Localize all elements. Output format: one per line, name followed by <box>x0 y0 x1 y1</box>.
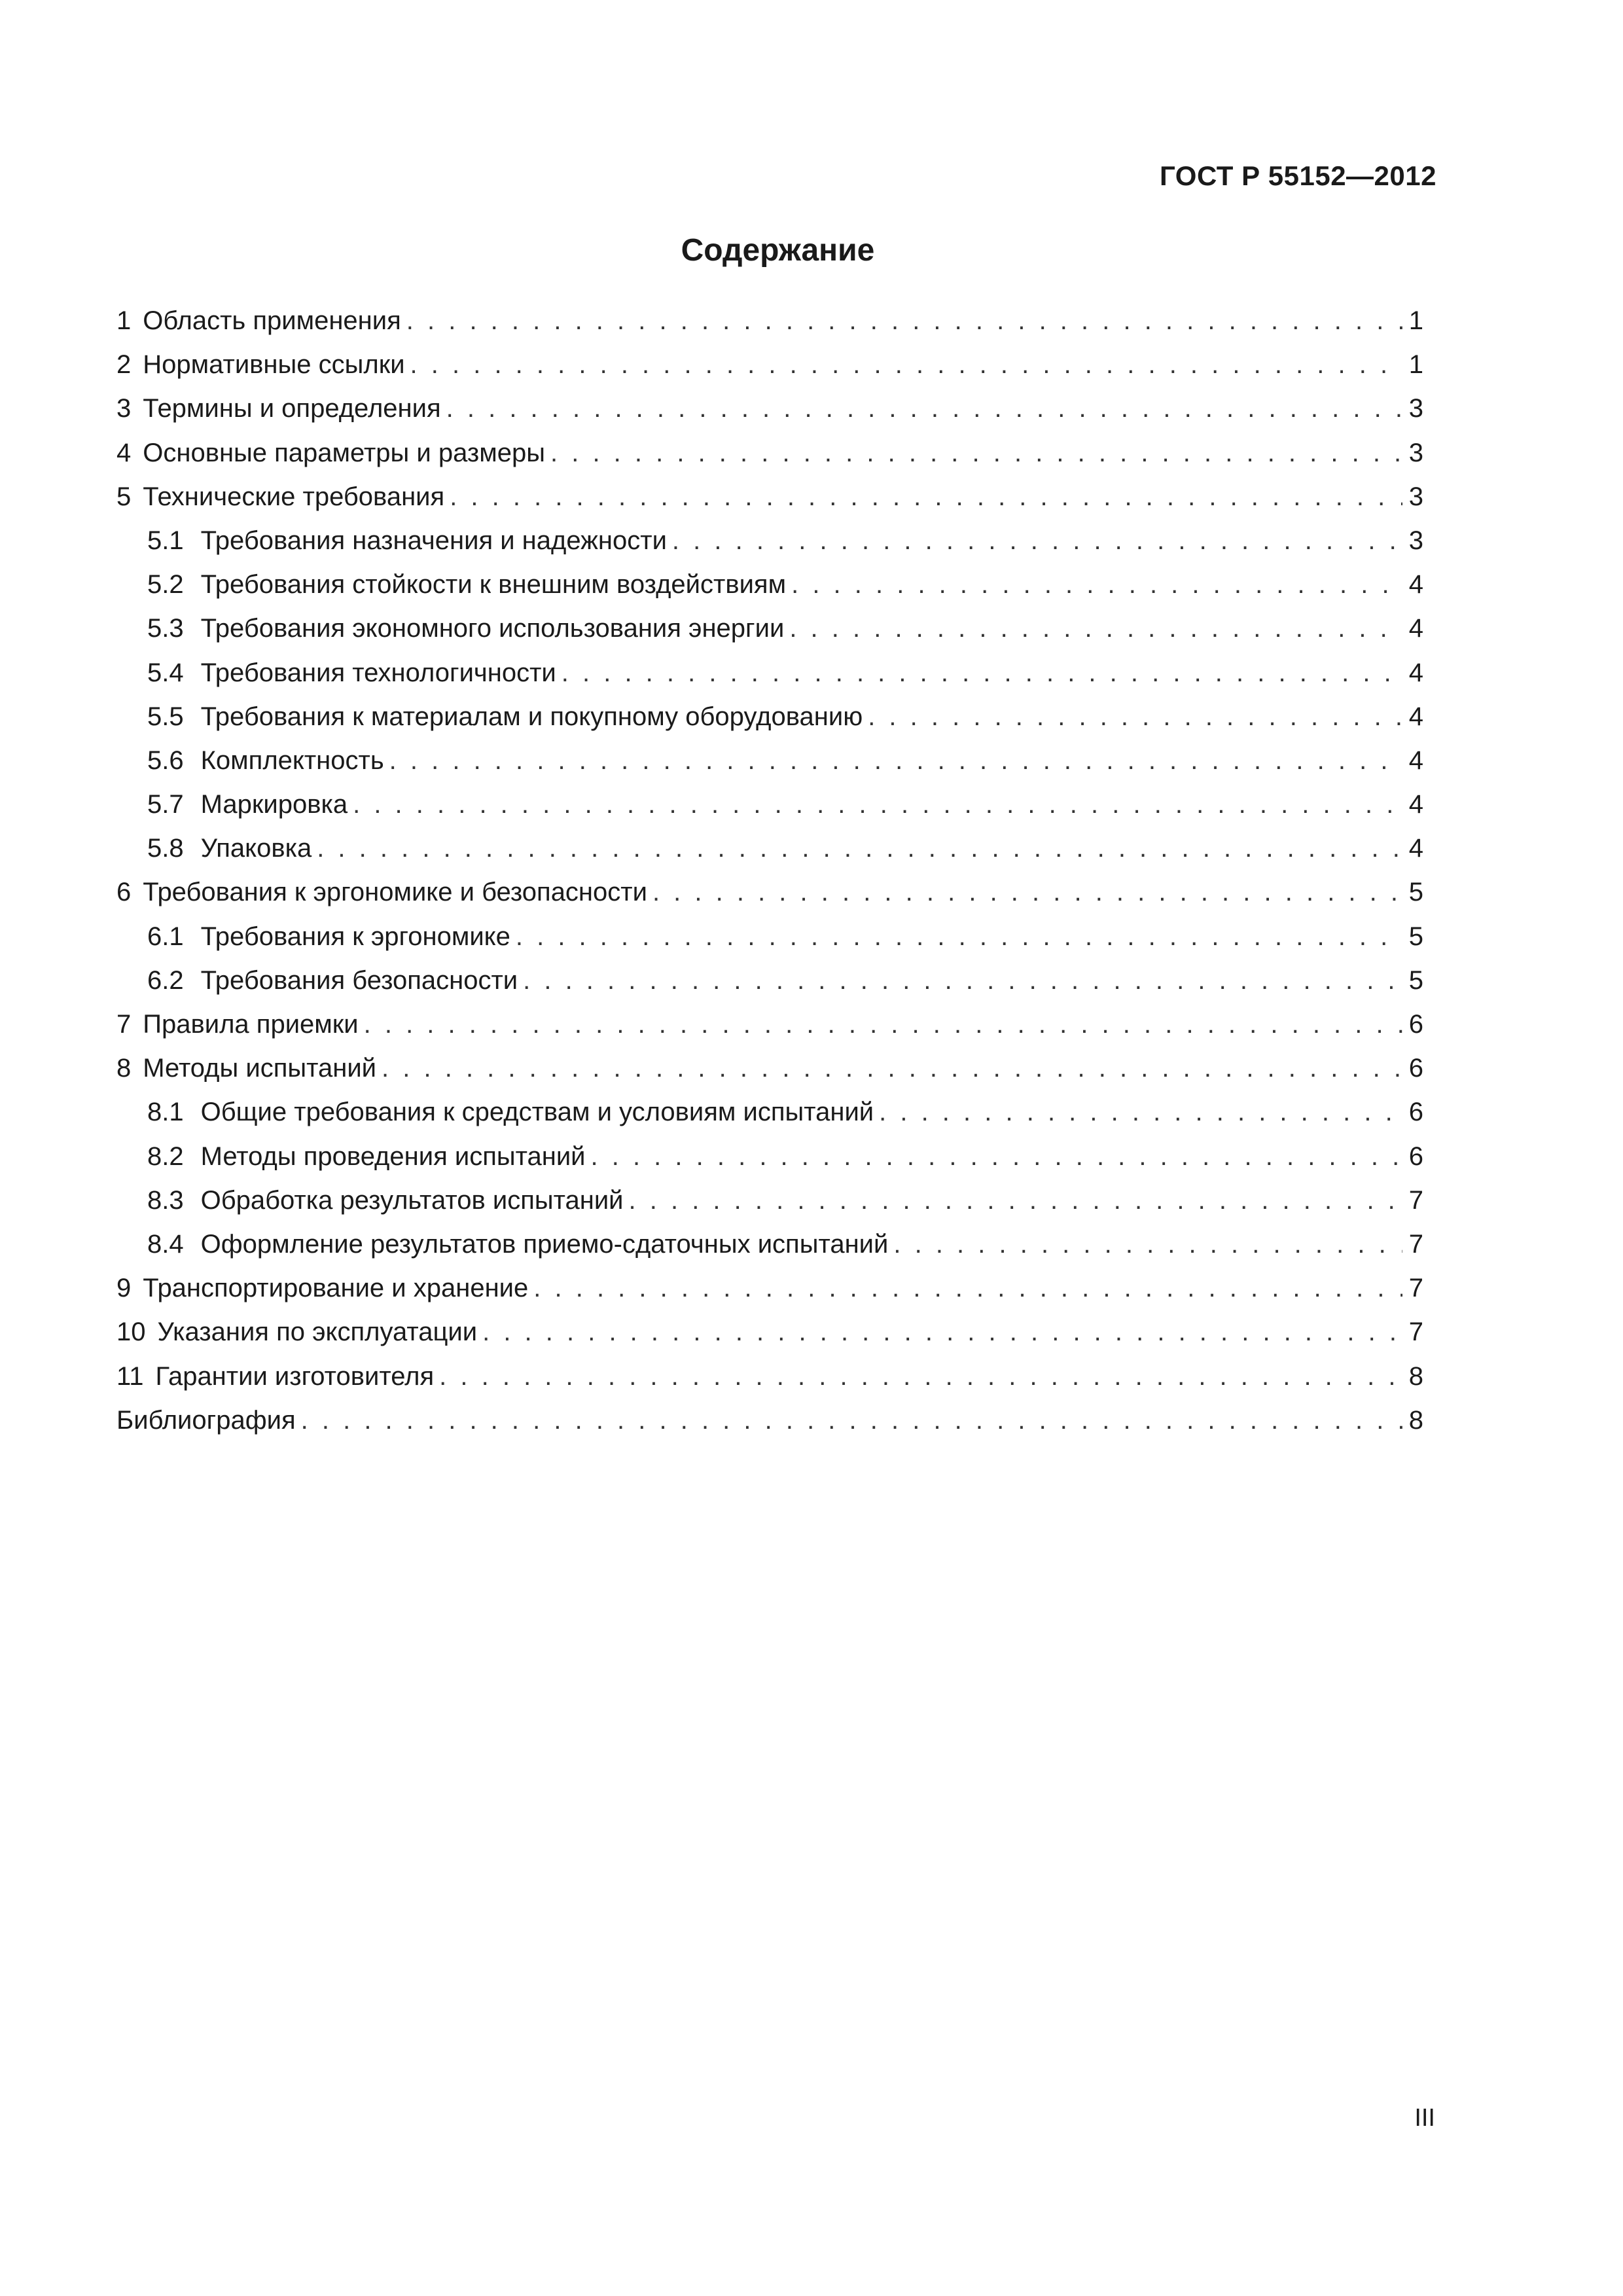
toc-entry-number: 5.6 <box>147 745 184 775</box>
toc-entry-title: Комплектность <box>200 745 384 775</box>
toc-entry-number: 5.1 <box>147 526 184 555</box>
toc-dot-leader <box>364 1003 1402 1047</box>
toc-entry-number: 6 <box>116 878 132 907</box>
toc-entry-page: 1 <box>1408 350 1423 380</box>
toc-entry-title: Оформление результатов приемо-сдаточных испытаний <box>200 1229 889 1259</box>
toc-entry-title: Требования технологичности <box>200 658 556 687</box>
toc-dot-leader <box>523 959 1402 1003</box>
toc-entry[interactable] <box>116 607 1423 651</box>
toc-entry-number: 9 <box>116 1274 132 1303</box>
toc-entry[interactable] <box>116 475 1423 519</box>
toc-entry-number: 8.3 <box>147 1185 184 1215</box>
toc-dot-leader <box>652 870 1402 914</box>
toc-entry-title: Область применения <box>143 306 401 335</box>
toc-entry-page: 7 <box>1408 1318 1423 1347</box>
toc-entry-title: Методы проведения испытаний <box>200 1141 586 1171</box>
toc-entry[interactable] <box>116 959 1423 1003</box>
toc-entry[interactable] <box>116 343 1423 387</box>
toc-entry-title: Гарантии изготовителя <box>155 1361 435 1391</box>
toc-entry-number: 5.2 <box>147 570 184 600</box>
toc-entry-page: 8 <box>1408 1361 1423 1391</box>
toc-entry-number: 3 <box>116 394 132 423</box>
toc-dot-leader <box>389 739 1402 783</box>
toc-entry-number: 4 <box>116 438 132 467</box>
toc-entry-page: 3 <box>1408 394 1423 423</box>
toc-entry-title: Транспортирование и хранение <box>143 1274 529 1303</box>
toc-entry-number: 8.4 <box>147 1229 184 1259</box>
toc-dot-leader <box>382 1047 1402 1090</box>
toc-entry-title: Требования стойкости к внешним воздействиям <box>200 570 787 600</box>
toc-entry[interactable] <box>116 1179 1423 1223</box>
toc-entry[interactable] <box>116 1135 1423 1179</box>
toc-dot-leader <box>893 1223 1402 1266</box>
document-code: ГОСТ Р 55152—2012 <box>1160 160 1436 191</box>
toc-dot-leader <box>591 1135 1402 1179</box>
toc-entry-title: Термины и определения <box>143 394 441 423</box>
toc-entry-page: 3 <box>1408 526 1423 555</box>
toc-dot-leader <box>353 783 1402 827</box>
toc-entry-number: 8.1 <box>147 1098 184 1127</box>
toc-entry-number: 2 <box>116 350 132 380</box>
toc-entry-title: Обработка результатов испытаний <box>200 1185 624 1215</box>
toc-entry[interactable] <box>116 563 1423 607</box>
toc-dot-leader <box>791 563 1402 607</box>
toc-entry-title: Требования к материалам и покупному оборудованию <box>200 702 863 731</box>
toc-entry[interactable] <box>116 1355 1423 1399</box>
page-number: III <box>1414 2104 1435 2132</box>
toc-entry-page: 4 <box>1408 570 1423 600</box>
toc-entry[interactable] <box>116 915 1423 959</box>
toc-entry[interactable] <box>116 827 1423 870</box>
toc-dot-leader <box>550 431 1402 475</box>
toc-entry-title: Общие требования к средствам и условиям испытаний <box>200 1098 874 1127</box>
toc-entry-title: Основные параметры и размеры <box>143 438 545 467</box>
toc-entry[interactable] <box>116 1310 1423 1354</box>
toc-entry[interactable] <box>116 1399 1423 1443</box>
toc-entry-title: Указания по эксплуатации <box>157 1318 478 1347</box>
toc-entry-number: 8.2 <box>147 1141 184 1171</box>
toc-entry-page: 6 <box>1408 1054 1423 1083</box>
toc-entry-page: 3 <box>1408 482 1423 511</box>
toc-entry[interactable] <box>116 1223 1423 1266</box>
toc-entry-title: Технические требования <box>143 482 445 511</box>
toc-entry-number: 5.5 <box>147 702 184 731</box>
toc-entry-page: 6 <box>1408 1141 1423 1171</box>
toc-entry-page: 5 <box>1408 878 1423 907</box>
toc-entry-title: Требования к эргономике и безопасности <box>143 878 647 907</box>
toc-entry-page: 4 <box>1408 834 1423 863</box>
toc-entry-title: Упаковка <box>200 834 312 863</box>
toc-dot-leader <box>406 299 1402 343</box>
toc-entry-number: 5.7 <box>147 790 184 819</box>
toc-entry-page: 7 <box>1408 1229 1423 1259</box>
toc-entry[interactable] <box>116 299 1423 343</box>
toc-entry[interactable] <box>116 1266 1423 1310</box>
toc-entry-title: Требования экономного использования энергии <box>200 614 785 643</box>
toc-dot-leader <box>482 1310 1402 1354</box>
toc-entry[interactable] <box>116 651 1423 695</box>
toc-entry-page: 7 <box>1408 1274 1423 1303</box>
toc-entry-title: Маркировка <box>200 790 348 819</box>
toc-entry-page: 4 <box>1408 745 1423 775</box>
toc-entry-number: 5.4 <box>147 658 184 687</box>
toc-dot-leader <box>410 343 1402 387</box>
toc-dot-leader <box>446 387 1402 431</box>
toc-dot-leader <box>789 607 1402 651</box>
toc-entry-number: 7 <box>116 1010 132 1039</box>
toc-entry-title: Библиография <box>116 1405 296 1435</box>
toc-dot-leader <box>629 1179 1402 1223</box>
toc-entry-page: 6 <box>1408 1098 1423 1127</box>
toc-entry-page: 3 <box>1408 438 1423 467</box>
toc-entry-number: 11 <box>116 1361 144 1391</box>
toc-entry-title: Нормативные ссылки <box>143 350 405 380</box>
toc-dot-leader <box>317 827 1402 870</box>
toc-entry-title: Правила приемки <box>143 1010 359 1039</box>
toc-entry-page: 5 <box>1408 965 1423 995</box>
toc-entry-title: Требования к эргономике <box>200 922 510 951</box>
toc-title: Содержание <box>681 233 875 268</box>
toc-dot-leader <box>516 915 1402 959</box>
toc-entry-page: 5 <box>1408 922 1423 951</box>
toc-dot-leader <box>533 1266 1402 1310</box>
toc-entry[interactable] <box>116 783 1423 827</box>
toc-dot-leader <box>879 1090 1402 1134</box>
toc-entry[interactable] <box>116 1090 1423 1134</box>
toc-dot-leader <box>439 1355 1402 1399</box>
toc-entry-number: 1 <box>116 306 132 335</box>
toc-entry-title: Требования безопасности <box>200 965 518 995</box>
toc-entry[interactable] <box>116 1047 1423 1090</box>
toc-dot-leader <box>450 475 1402 519</box>
toc-entry-number: 5.3 <box>147 614 184 643</box>
toc-entry-number: 5.8 <box>147 834 184 863</box>
toc-entry-page: 4 <box>1408 614 1423 643</box>
toc-dot-leader <box>868 695 1402 739</box>
toc-entry-number: 10 <box>116 1318 146 1347</box>
toc-entry[interactable] <box>116 1003 1423 1047</box>
toc-entry-number: 8 <box>116 1054 132 1083</box>
toc-dot-leader <box>301 1399 1402 1443</box>
toc-entry-page: 7 <box>1408 1185 1423 1215</box>
toc-dot-leader <box>562 651 1402 695</box>
toc-entry-title: Методы испытаний <box>143 1054 377 1083</box>
toc-entry[interactable] <box>116 695 1423 739</box>
toc-entry-number: 6.2 <box>147 965 184 995</box>
toc-entry[interactable] <box>116 739 1423 783</box>
toc-entry[interactable] <box>116 431 1423 475</box>
toc-entry[interactable] <box>116 870 1423 914</box>
toc-entry-page: 4 <box>1408 790 1423 819</box>
toc-entry-page: 1 <box>1408 306 1423 335</box>
toc-entry-number: 6.1 <box>147 922 184 951</box>
toc-entry-page: 6 <box>1408 1010 1423 1039</box>
toc-entry[interactable] <box>116 387 1423 431</box>
toc-entry-page: 8 <box>1408 1405 1423 1435</box>
toc-entry-page: 4 <box>1408 658 1423 687</box>
toc-entry-number: 5 <box>116 482 132 511</box>
toc-entry-page: 4 <box>1408 702 1423 731</box>
table-of-contents <box>116 299 1423 1443</box>
toc-entry[interactable] <box>116 519 1423 563</box>
toc-dot-leader <box>672 519 1402 563</box>
toc-entry-title: Требования назначения и надежности <box>200 526 667 555</box>
